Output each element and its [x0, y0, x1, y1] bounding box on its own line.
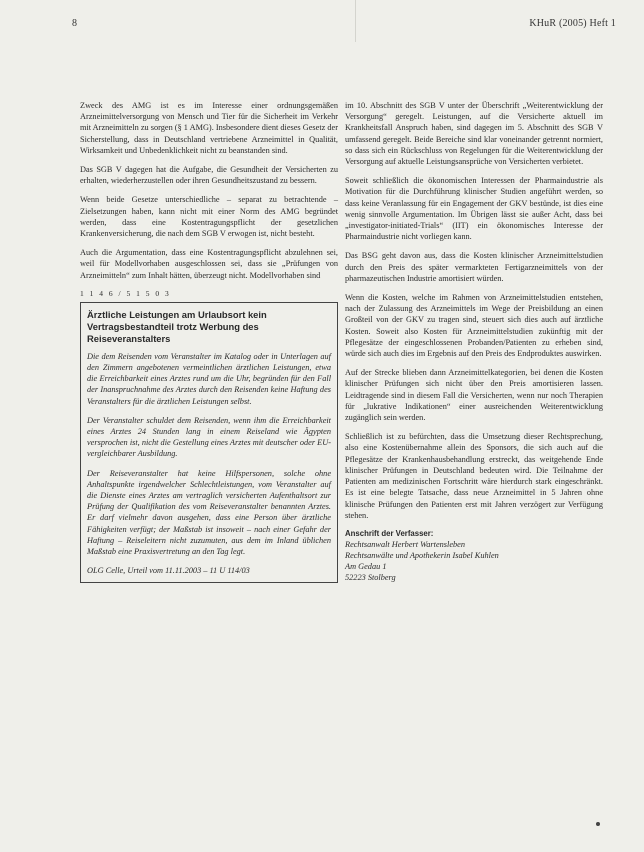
body-paragraph: Wenn beide Gesetze unterschiedliche – separat zu betrachtende – Zielsetzungen haben, kann nicht mit einer Norm des AMG begründet werden, dass eine Kostentragungspflicht der gesetzlichen Krankenversicherung, die nach dem SGB V erwogen ist, nicht besteht. [80, 195, 338, 239]
body-paragraph: Auf der Strecke blieben dann Arzneimittelkategorien, bei denen die Kosten klinischer Prüfungen sich nicht über den Preis amortisieren lassen. Leidtragende sind in diesem Fall die Versicherten, wenn nur noch Therapien für „lukrative Indikationen“ einer ausreichenden Weiterentwicklung zugänglich sein werden. [345, 368, 603, 423]
body-paragraph: Zweck des AMG ist es im Interesse einer ordnungsgemäßen Arzneimittelversorgung von Mensch und Tier für die Sicherheit im Verkehr mit Arzneimitteln zu sorgen (§ 1 AMG). Insbesondere dient dieses Gesetz der Sicherstellung, dass in Deutschland vertriebene Arzneimittel in Qualität, Wirksamkeit und Unbedenklichkeit nicht zu beanstanden sind. [80, 101, 338, 155]
author-line: Am Gedau 1 [345, 561, 387, 571]
case-summary-box [80, 302, 338, 583]
body-paragraph: Das BSG geht davon aus, dass die Kosten klinischer Arzneimittelstudien durch den Preis des später vermarkteten Fertigarzneimittels von der pharmazeutischen Industrie amortisiert würden. [345, 251, 603, 283]
journal-header: KHuR (2005) Heft 1 [529, 18, 616, 29]
body-paragraph: Soweit schließlich die ökonomischen Interessen der Pharmaindustrie als Motivation für die Durchführung klinischer Studien angeführt werden, so dass keine Veranlassung für ein Engagement der GKV bestünde, ist dies eine wenig sinnvolle Argumentation. Im Übrigen lässt sie außer Acht, dass bei „investigator-initiated-Trials“ (IIT) ein ökonomisches Interesse der Pharmaindustrie nicht vorliegen kann. [345, 176, 603, 242]
body-paragraph: im 10. Abschnitt des SGB V unter der Überschrift „Weiterentwicklung der Versorgung“ geregelt. Leistungen, auf die Versicherte aktuell im Krankheitsfall Anspruch haben, sind dagegen im 5. Abschnitt des SGB V umfassend geregelt. Beide Bereiche sind klar voneinander getrennt normiert, so dass sich ein Rückschluss von Regelungen für die Weiterentwicklung der Versorgung auf aktuelle Leistungsansprüche von Versicherten verbietet. [345, 101, 603, 167]
paper-crease [355, 0, 356, 42]
page-number: 8 [72, 18, 77, 29]
case-paragraph: Der Reiseveranstalter hat keine Hilfspersonen, solche ohne Anhaltspunkte irgendwelcher Schlechtleistungen, vom Veranstalter auf die Dienste eines Arztes am vertraglich versicherten Aufenthaltsort zur Prüfung der Qualifikation des vom Reiseveranstalter benannten Arztes. Er darf vielmehr davon ausgehen, dass eine Person über ärztliche Fähigkeiten verfügt; der Maßstab ist insoweit – nach einer Gefahr der Haftung – Reiseleitern nicht zuzumuten, aus dem im Inland üblichen Maßstab eine Praxisvertretung an den Tag legt. [87, 468, 331, 557]
end-mark-icon [596, 822, 600, 826]
body-paragraph: Wenn die Kosten, welche im Rahmen von Arzneimittelstudien entstehen, nach der Zulassung des Arzneimittels im Wege der Preisbildung an einen Großteil von der GKV zu tragen sind, steuert sich dies auch auf ärztliche Kosten. Soweit also Kosten für Arzneimittelstudien zukünftig mit der Pflegesätze der eingeschlossenen Probanden/Patienten zu erheben sind, würde sich auch dies im Ergebnis auf den Preis des Endproduktes auswirken. [345, 293, 603, 359]
body-paragraph: Auch die Argumentation, dass eine Kostentragungspflicht abzulehnen sei, weil für Modellvorhaben ausgeschlossen sei, dass sie „Prüfungen von Arzneimitteln“ zum Inhalt hätten, überzeugt nicht. Modellvorhaben sind [80, 248, 338, 280]
case-citation: OLG Celle, Urteil vom 11.11.2003 – 11 U 114/03 [87, 566, 250, 576]
case-paragraph: Die dem Reisenden vom Veranstalter im Katalog oder in Unterlagen auf den Zimmern angebotenen vermeintlichen ärztlichen Leistungen, etwa die Erreichbarkeit eines Arztes rund um die Uhr, begründen für den Fall der Inanspruchnahme des Arztes durch den Reisenden keine Haftung des Veranstalters für die ärztlichen Leistungen selbst. [87, 351, 331, 406]
author-heading: Anschrift der Verfasser: [345, 528, 434, 538]
case-paragraph: Der Veranstalter schuldet dem Reisenden, wenn ihm die Erreichbarkeit eines Arztes 24 Stunden lang in einem Reiseland wie Ägypten versprochen ist, nicht die Gestellung eines Arztes mit deutscher oder EU-vergleichbarer Ausbildung. [87, 415, 331, 459]
author-line: Rechtsanwalt Herbert Wartensleben [345, 539, 465, 549]
right-column [345, 100, 603, 583]
author-line: 52223 Stolberg [345, 572, 396, 582]
left-column [80, 100, 338, 583]
body-paragraph: Das SGB V dagegen hat die Aufgabe, die Gesundheit der Versicherten zu erhalten, wiederherzustellen oder ihren Gesundheitszustand zu bessern. [80, 165, 338, 186]
author-line: Rechtsanwälte und Apothekerin Isabel Kuhlen [345, 550, 499, 560]
case-title: Ärztliche Leistungen am Urlaubsort kein Vertragsbestandteil trotz Werbung des Reiseveranstalters [87, 308, 267, 344]
article-tag: 1 1 4 6 / 5 1 5 0 3 [80, 288, 171, 298]
body-paragraph: Schließlich ist zu befürchten, dass die Umsetzung dieser Rechtsprechung, also eine Kostenübernahme allein des Sponsors, die sich auch auf die Pflegesätze der Krankenhausbehandlung erstreckt, das weitgehende Ende klinischer Prüfungen in Deutschland bedeuten wird. Die Teilnahme der Patienten am medizinischen Fortschritt wäre hierdurch stark eingeschränkt. Es ist eine belegte Tatsache, dass neue Arzneimittel in 5 Jahren ohne klinische Prüfungen den Patienten erst mit Jahren verzögert zur Verfügung stehen. [345, 432, 603, 520]
